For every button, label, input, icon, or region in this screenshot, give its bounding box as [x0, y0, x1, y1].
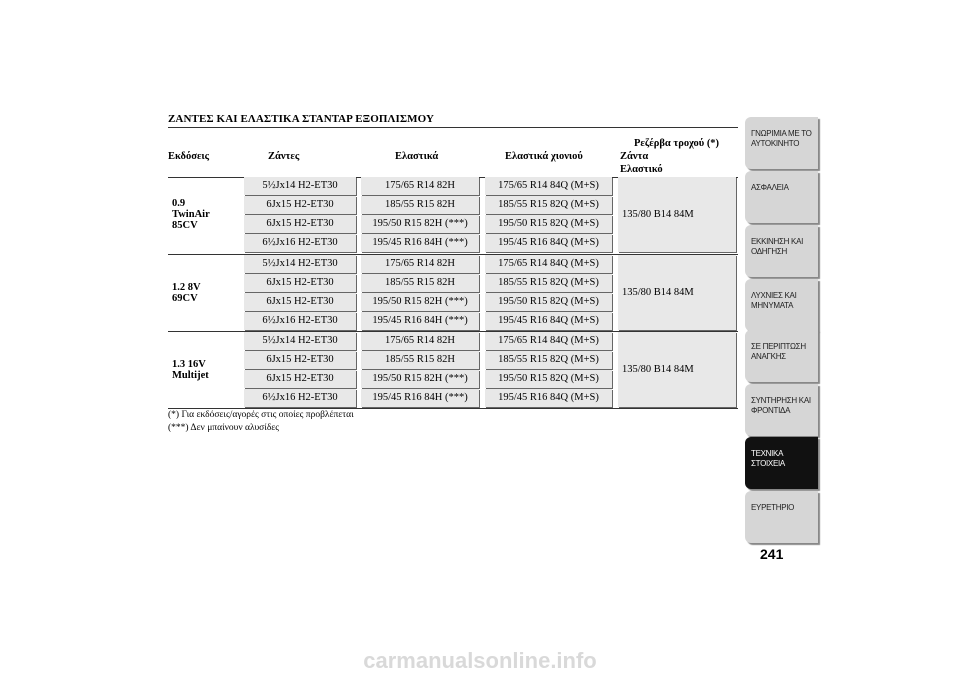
rim-cell: 6½Jx16 H2-ET30: [244, 234, 356, 252]
snow-tyre-cell: 175/65 R14 84Q (M+S): [485, 177, 612, 195]
snow-tyre-cell: 195/50 R15 82Q (M+S): [485, 370, 612, 388]
version-label: 1.3 16V Multijet: [172, 359, 209, 381]
tyre-cell: 185/55 R15 82H: [361, 196, 479, 214]
tyre-cell: 195/50 R15 82H (***): [361, 370, 479, 388]
tab-getting-to-know[interactable]: ΓΝΩΡΙΜΙΑ ΜΕ ΤΟ ΑΥΤΟΚΙΝΗΤΟ: [745, 117, 818, 169]
snow-tyre-cell: 195/45 R16 84Q (M+S): [485, 234, 612, 252]
spare-cell: 135/80 B14 84M: [618, 332, 736, 407]
rim-cell: 5½Jx14 H2-ET30: [244, 255, 356, 273]
tyre-cell: 195/45 R16 84H (***): [361, 312, 479, 330]
tab-index[interactable]: ΕΥΡΕΤΗΡΙΟ: [745, 491, 818, 543]
snow-tyre-cell: 175/65 R14 84Q (M+S): [485, 255, 612, 273]
tab-technical-data[interactable]: ΤΕΧΝΙΚΑ ΣΤΟΙΧΕΙΑ: [745, 437, 818, 489]
header-spare-tyre: Ελαστικό: [620, 164, 663, 175]
rim-cell: 6Jx15 H2-ET30: [244, 215, 356, 233]
spare-cell: 135/80 B14 84M: [618, 255, 736, 330]
tab-warning-lights[interactable]: ΛΥΧΝΙΕΣ ΚΑΙ ΜΗΝΥΜΑΤΑ: [745, 279, 818, 331]
rim-cell: 6Jx15 H2-ET30: [244, 274, 356, 292]
header-snow-tyres: Ελαστικά χιονιού: [505, 151, 583, 162]
snow-tyre-cell: 195/45 R16 84Q (M+S): [485, 389, 612, 407]
tyre-cell: 195/45 R16 84H (***): [361, 389, 479, 407]
snow-tyre-cell: 185/55 R15 82Q (M+S): [485, 196, 612, 214]
snow-tyre-cell: 185/55 R15 82Q (M+S): [485, 274, 612, 292]
page-title: ΖΑΝΤΕΣ ΚΑΙ ΕΛΑΣΤΙΚΑ ΣΤΑΝΤΑΡ ΕΞΟΠΛΙΣΜΟΥ: [168, 113, 435, 125]
tyre-cell: 185/55 R15 82H: [361, 351, 479, 369]
tab-emergency[interactable]: ΣΕ ΠΕΡΙΠΤΩΣΗ ΑΝΑΓΚΗΣ: [745, 330, 818, 382]
snow-tyre-cell: 195/50 R15 82Q (M+S): [485, 215, 612, 233]
bottom-rule: [168, 408, 738, 409]
header-rims: Ζάντες: [268, 151, 300, 162]
version-label: 0.9 TwinAir 85CV: [172, 198, 210, 231]
rim-cell: 6½Jx16 H2-ET30: [244, 389, 356, 407]
rim-cell: 5½Jx14 H2-ET30: [244, 177, 356, 195]
spare-cell: 135/80 B14 84M: [618, 177, 736, 252]
tyre-cell: 195/50 R15 82H (***): [361, 215, 479, 233]
snow-tyre-cell: 175/65 R14 84Q (M+S): [485, 332, 612, 350]
rim-cell: 6Jx15 H2-ET30: [244, 293, 356, 311]
tyre-cell: 195/45 R16 84H (***): [361, 234, 479, 252]
tab-maintenance[interactable]: ΣΥΝΤΗΡΗΣΗ ΚΑΙ ΦΡΟΝΤΙΔΑ: [745, 384, 818, 436]
tyre-cell: 195/50 R15 82H (***): [361, 293, 479, 311]
header-spare-rim: Ζάντα: [620, 151, 649, 162]
header-spare-title: Ρεζέρβα τροχού (*): [634, 138, 720, 149]
watermark: carmanualsonline.info: [363, 648, 597, 673]
page-number: 241: [760, 546, 784, 562]
tyre-cell: 175/65 R14 82H: [361, 255, 479, 273]
tyre-cell: 185/55 R15 82H: [361, 274, 479, 292]
snow-tyre-cell: 185/55 R15 82Q (M+S): [485, 351, 612, 369]
tab-starting-driving[interactable]: ΕΚΚΙΝΗΣΗ ΚΑΙ ΟΔΗΓΗΣΗ: [745, 225, 818, 277]
rim-cell: 6Jx15 H2-ET30: [244, 370, 356, 388]
header-tyres: Ελαστικά: [395, 151, 439, 162]
rim-cell: 6Jx15 H2-ET30: [244, 196, 356, 214]
rim-cell: 5½Jx14 H2-ET30: [244, 332, 356, 350]
rim-cell: 6½Jx16 H2-ET30: [244, 312, 356, 330]
tyre-cell: 175/65 R14 82H: [361, 177, 479, 195]
footnote: (***) Δεν μπαίνουν αλυσίδες: [168, 423, 280, 433]
top-rule: [168, 127, 738, 128]
snow-tyre-cell: 195/50 R15 82Q (M+S): [485, 293, 612, 311]
version-label: 1.2 8V 69CV: [172, 282, 201, 304]
tyre-cell: 175/65 R14 82H: [361, 332, 479, 350]
footnote: (*) Για εκδόσεις/αγορές στις οποίες προβλέπεται: [168, 410, 354, 420]
tab-safety[interactable]: ΑΣΦΑΛΕΙΑ: [745, 171, 818, 223]
snow-tyre-cell: 195/45 R16 84Q (M+S): [485, 312, 612, 330]
rim-cell: 6Jx15 H2-ET30: [244, 351, 356, 369]
header-versions: Εκδόσεις: [168, 151, 210, 162]
